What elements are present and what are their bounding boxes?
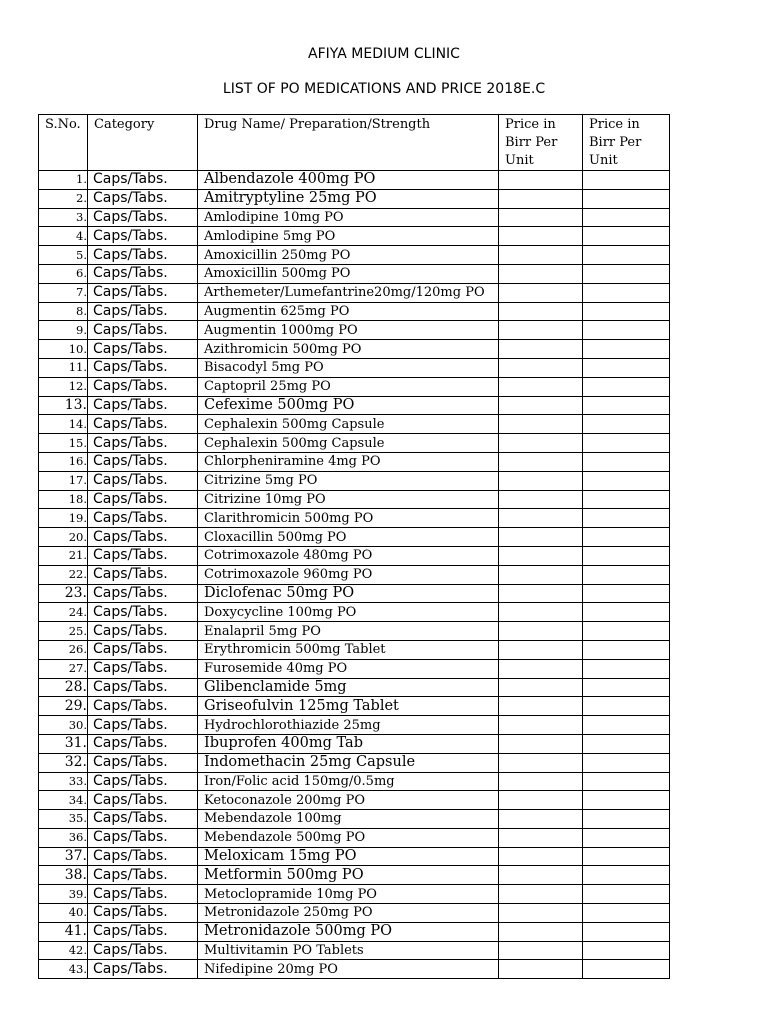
- table-row: [39, 471, 670, 490]
- drug-name-cell: Amitryptyline 25mg PO: [198, 189, 499, 208]
- table-row: [39, 358, 670, 377]
- serial-number-cell: 21.: [39, 546, 88, 565]
- table-row: [39, 697, 670, 716]
- table-row: [39, 264, 670, 283]
- price-cell-2: [583, 302, 670, 321]
- category-cell: Caps/Tabs.: [88, 584, 198, 603]
- price-cell-2: [583, 904, 670, 923]
- drug-name-cell: Iron/Folic acid 150mg/0.5mg: [198, 772, 499, 791]
- drug-name-cell: Cloxacillin 500mg PO: [198, 528, 499, 547]
- price-cell-1: [499, 189, 583, 208]
- table-row: [39, 490, 670, 509]
- drug-name-cell: Cefexime 500mg PO: [198, 396, 499, 415]
- price-cell-2: [583, 622, 670, 641]
- category-cell: Caps/Tabs.: [88, 283, 198, 302]
- category-cell: Caps/Tabs.: [88, 565, 198, 584]
- serial-number-cell: 4.: [39, 227, 88, 246]
- table-row: [39, 678, 670, 697]
- serial-number-cell: 6.: [39, 264, 88, 283]
- category-cell: Caps/Tabs.: [88, 885, 198, 904]
- table-row: [39, 866, 670, 885]
- table-header-row: [39, 115, 670, 171]
- drug-name-cell: Arthemeter/Lumefantrine20mg/120mg PO: [198, 283, 499, 302]
- drug-name-cell: Erythromicin 500mg Tablet: [198, 640, 499, 659]
- table-row: [39, 246, 670, 265]
- table-row: [39, 302, 670, 321]
- header-price-2: Price in Birr Per Unit: [583, 115, 670, 171]
- drug-name-cell: Meloxicam 15mg PO: [198, 847, 499, 866]
- price-cell-2: [583, 490, 670, 509]
- drug-name-cell: Clarithromicin 500mg PO: [198, 509, 499, 528]
- table-row: [39, 415, 670, 434]
- serial-number-cell: 10.: [39, 340, 88, 359]
- serial-number-cell: 43.: [39, 960, 88, 979]
- drug-name-cell: Glibenclamide 5mg: [198, 678, 499, 697]
- serial-number-cell: 11.: [39, 358, 88, 377]
- category-cell: Caps/Tabs.: [88, 471, 198, 490]
- price-cell-2: [583, 603, 670, 622]
- serial-number-cell: 22.: [39, 565, 88, 584]
- table-row: [39, 434, 670, 453]
- drug-name-cell: Amoxicillin 250mg PO: [198, 246, 499, 265]
- price-cell-1: [499, 509, 583, 528]
- price-cell-1: [499, 960, 583, 979]
- price-cell-2: [583, 415, 670, 434]
- header-drug-name: Drug Name/ Preparation/Strength: [198, 115, 499, 171]
- price-cell-1: [499, 584, 583, 603]
- price-cell-1: [499, 678, 583, 697]
- serial-number-cell: 12.: [39, 377, 88, 396]
- serial-number-cell: 1.: [39, 171, 88, 190]
- category-cell: Caps/Tabs.: [88, 528, 198, 547]
- serial-number-cell: 25.: [39, 622, 88, 641]
- price-cell-1: [499, 716, 583, 735]
- price-cell-1: [499, 885, 583, 904]
- category-cell: Caps/Tabs.: [88, 659, 198, 678]
- drug-name-cell: Ibuprofen 400mg Tab: [198, 734, 499, 753]
- category-cell: Caps/Tabs.: [88, 922, 198, 941]
- serial-number-cell: 27.: [39, 659, 88, 678]
- medication-table: [38, 114, 670, 979]
- price-cell-2: [583, 885, 670, 904]
- price-cell-2: [583, 377, 670, 396]
- price-cell-1: [499, 941, 583, 960]
- drug-name-cell: Albendazole 400mg PO: [198, 171, 499, 190]
- category-cell: Caps/Tabs.: [88, 640, 198, 659]
- serial-number-cell: 41.: [39, 922, 88, 941]
- price-cell-1: [499, 171, 583, 190]
- table-row: [39, 828, 670, 847]
- category-cell: Caps/Tabs.: [88, 734, 198, 753]
- drug-name-cell: Furosemide 40mg PO: [198, 659, 499, 678]
- drug-name-cell: Cotrimoxazole 480mg PO: [198, 546, 499, 565]
- price-cell-2: [583, 246, 670, 265]
- price-cell-1: [499, 640, 583, 659]
- category-cell: Caps/Tabs.: [88, 791, 198, 810]
- price-cell-1: [499, 283, 583, 302]
- price-cell-1: [499, 734, 583, 753]
- price-cell-2: [583, 753, 670, 772]
- drug-name-cell: Metronidazole 500mg PO: [198, 922, 499, 941]
- serial-number-cell: 13.: [39, 396, 88, 415]
- serial-number-cell: 20.: [39, 528, 88, 547]
- price-cell-2: [583, 358, 670, 377]
- table-row: [39, 810, 670, 829]
- category-cell: Caps/Tabs.: [88, 227, 198, 246]
- drug-name-cell: Enalapril 5mg PO: [198, 622, 499, 641]
- serial-number-cell: 19.: [39, 509, 88, 528]
- drug-name-cell: Citrizine 10mg PO: [198, 490, 499, 509]
- price-cell-2: [583, 452, 670, 471]
- table-row: [39, 189, 670, 208]
- serial-number-cell: 26.: [39, 640, 88, 659]
- serial-number-cell: 8.: [39, 302, 88, 321]
- price-cell-2: [583, 922, 670, 941]
- table-row: [39, 904, 670, 923]
- serial-number-cell: 35.: [39, 810, 88, 829]
- price-cell-2: [583, 659, 670, 678]
- price-cell-1: [499, 866, 583, 885]
- drug-name-cell: Bisacodyl 5mg PO: [198, 358, 499, 377]
- category-cell: Caps/Tabs.: [88, 264, 198, 283]
- drug-name-cell: Metoclopramide 10mg PO: [198, 885, 499, 904]
- category-cell: Caps/Tabs.: [88, 396, 198, 415]
- price-cell-1: [499, 227, 583, 246]
- price-cell-2: [583, 546, 670, 565]
- price-cell-2: [583, 171, 670, 190]
- category-cell: Caps/Tabs.: [88, 828, 198, 847]
- price-cell-1: [499, 622, 583, 641]
- serial-number-cell: 5.: [39, 246, 88, 265]
- price-cell-1: [499, 828, 583, 847]
- price-cell-1: [499, 847, 583, 866]
- price-cell-1: [499, 810, 583, 829]
- price-cell-2: [583, 283, 670, 302]
- price-cell-2: [583, 960, 670, 979]
- drug-name-cell: Chlorpheniramine 4mg PO: [198, 452, 499, 471]
- price-cell-1: [499, 358, 583, 377]
- table-row: [39, 283, 670, 302]
- category-cell: Caps/Tabs.: [88, 697, 198, 716]
- drug-name-cell: Metronidazole 250mg PO: [198, 904, 499, 923]
- category-cell: Caps/Tabs.: [88, 622, 198, 641]
- drug-name-cell: Metformin 500mg PO: [198, 866, 499, 885]
- serial-number-cell: 37.: [39, 847, 88, 866]
- price-cell-2: [583, 847, 670, 866]
- price-cell-1: [499, 434, 583, 453]
- category-cell: Caps/Tabs.: [88, 603, 198, 622]
- table-row: [39, 584, 670, 603]
- serial-number-cell: 32.: [39, 753, 88, 772]
- price-cell-1: [499, 922, 583, 941]
- price-cell-2: [583, 791, 670, 810]
- drug-name-cell: Cephalexin 500mg Capsule: [198, 434, 499, 453]
- table-row: [39, 622, 670, 641]
- table-row: [39, 922, 670, 941]
- drug-name-cell: Amlodipine 10mg PO: [198, 208, 499, 227]
- category-cell: Caps/Tabs.: [88, 302, 198, 321]
- drug-name-cell: Azithromicin 500mg PO: [198, 340, 499, 359]
- table-row: [39, 716, 670, 735]
- serial-number-cell: 29.: [39, 697, 88, 716]
- category-cell: Caps/Tabs.: [88, 678, 198, 697]
- price-cell-2: [583, 509, 670, 528]
- category-cell: Caps/Tabs.: [88, 415, 198, 434]
- table-row: [39, 603, 670, 622]
- serial-number-cell: 3.: [39, 208, 88, 227]
- category-cell: Caps/Tabs.: [88, 189, 198, 208]
- drug-name-cell: Indomethacin 25mg Capsule: [198, 753, 499, 772]
- price-cell-2: [583, 340, 670, 359]
- serial-number-cell: 33.: [39, 772, 88, 791]
- serial-number-cell: 42.: [39, 941, 88, 960]
- serial-number-cell: 2.: [39, 189, 88, 208]
- header-price-1: Price in Birr Per Unit: [499, 115, 583, 171]
- drug-name-cell: Amlodipine 5mg PO: [198, 227, 499, 246]
- category-cell: Caps/Tabs.: [88, 866, 198, 885]
- price-cell-2: [583, 396, 670, 415]
- price-cell-1: [499, 377, 583, 396]
- price-cell-2: [583, 189, 670, 208]
- category-cell: Caps/Tabs.: [88, 208, 198, 227]
- serial-number-cell: 23.: [39, 584, 88, 603]
- price-cell-2: [583, 716, 670, 735]
- price-cell-1: [499, 321, 583, 340]
- price-cell-1: [499, 415, 583, 434]
- price-cell-1: [499, 772, 583, 791]
- drug-name-cell: Multivitamin PO Tablets: [198, 941, 499, 960]
- price-cell-1: [499, 490, 583, 509]
- category-cell: Caps/Tabs.: [88, 509, 198, 528]
- table-row: [39, 227, 670, 246]
- table-row: [39, 340, 670, 359]
- drug-name-cell: Augmentin 625mg PO: [198, 302, 499, 321]
- table-row: [39, 640, 670, 659]
- category-cell: Caps/Tabs.: [88, 753, 198, 772]
- serial-number-cell: 34.: [39, 791, 88, 810]
- serial-number-cell: 30.: [39, 716, 88, 735]
- price-cell-2: [583, 528, 670, 547]
- serial-number-cell: 16.: [39, 452, 88, 471]
- table-row: [39, 509, 670, 528]
- serial-number-cell: 7.: [39, 283, 88, 302]
- category-cell: Caps/Tabs.: [88, 377, 198, 396]
- serial-number-cell: 17.: [39, 471, 88, 490]
- drug-name-cell: Doxycycline 100mg PO: [198, 603, 499, 622]
- drug-name-cell: Mebendazole 500mg PO: [198, 828, 499, 847]
- price-cell-2: [583, 734, 670, 753]
- drug-name-cell: Griseofulvin 125mg Tablet: [198, 697, 499, 716]
- price-cell-1: [499, 565, 583, 584]
- category-cell: Caps/Tabs.: [88, 772, 198, 791]
- price-cell-1: [499, 904, 583, 923]
- price-cell-1: [499, 753, 583, 772]
- price-cell-1: [499, 697, 583, 716]
- category-cell: Caps/Tabs.: [88, 490, 198, 509]
- table-row: [39, 772, 670, 791]
- drug-name-cell: Citrizine 5mg PO: [198, 471, 499, 490]
- price-cell-2: [583, 565, 670, 584]
- price-cell-2: [583, 640, 670, 659]
- drug-name-cell: Augmentin 1000mg PO: [198, 321, 499, 340]
- serial-number-cell: 28.: [39, 678, 88, 697]
- price-cell-1: [499, 302, 583, 321]
- price-cell-2: [583, 208, 670, 227]
- table-row: [39, 396, 670, 415]
- category-cell: Caps/Tabs.: [88, 434, 198, 453]
- price-cell-2: [583, 810, 670, 829]
- price-cell-1: [499, 340, 583, 359]
- drug-name-cell: Ketoconazole 200mg PO: [198, 791, 499, 810]
- serial-number-cell: 39.: [39, 885, 88, 904]
- price-cell-1: [499, 396, 583, 415]
- category-cell: Caps/Tabs.: [88, 546, 198, 565]
- price-cell-2: [583, 678, 670, 697]
- drug-name-cell: Mebendazole 100mg: [198, 810, 499, 829]
- serial-number-cell: 9.: [39, 321, 88, 340]
- price-cell-2: [583, 941, 670, 960]
- price-cell-2: [583, 772, 670, 791]
- header-category: Category: [88, 115, 198, 171]
- price-cell-2: [583, 471, 670, 490]
- table-row: [39, 321, 670, 340]
- drug-name-cell: Nifedipine 20mg PO: [198, 960, 499, 979]
- price-cell-2: [583, 828, 670, 847]
- table-row: [39, 941, 670, 960]
- serial-number-cell: 15.: [39, 434, 88, 453]
- clinic-title: AFIYA MEDIUM CLINIC: [308, 46, 460, 62]
- list-title: LIST OF PO MEDICATIONS AND PRICE 2018E.C: [222, 81, 546, 97]
- drug-name-cell: Captopril 25mg PO: [198, 377, 499, 396]
- drug-name-cell: Amoxicillin 500mg PO: [198, 264, 499, 283]
- category-cell: Caps/Tabs.: [88, 904, 198, 923]
- table-row: [39, 528, 670, 547]
- price-cell-2: [583, 697, 670, 716]
- serial-number-cell: 31.: [39, 734, 88, 753]
- category-cell: Caps/Tabs.: [88, 246, 198, 265]
- header-sno: S.No.: [39, 115, 88, 171]
- price-cell-1: [499, 528, 583, 547]
- serial-number-cell: 36.: [39, 828, 88, 847]
- price-cell-1: [499, 603, 583, 622]
- category-cell: Caps/Tabs.: [88, 171, 198, 190]
- table-row: [39, 208, 670, 227]
- category-cell: Caps/Tabs.: [88, 960, 198, 979]
- table-row: [39, 791, 670, 810]
- drug-name-cell: Cephalexin 500mg Capsule: [198, 415, 499, 434]
- price-cell-2: [583, 227, 670, 246]
- table-row: [39, 452, 670, 471]
- category-cell: Caps/Tabs.: [88, 321, 198, 340]
- price-cell-1: [499, 659, 583, 678]
- table-row: [39, 546, 670, 565]
- price-cell-1: [499, 264, 583, 283]
- drug-name-cell: Hydrochlorothiazide 25mg: [198, 716, 499, 735]
- serial-number-cell: 40.: [39, 904, 88, 923]
- price-cell-1: [499, 791, 583, 810]
- table-row: [39, 753, 670, 772]
- category-cell: Caps/Tabs.: [88, 941, 198, 960]
- serial-number-cell: 18.: [39, 490, 88, 509]
- category-cell: Caps/Tabs.: [88, 810, 198, 829]
- serial-number-cell: 24.: [39, 603, 88, 622]
- price-cell-2: [583, 321, 670, 340]
- category-cell: Caps/Tabs.: [88, 358, 198, 377]
- serial-number-cell: 14.: [39, 415, 88, 434]
- price-cell-1: [499, 246, 583, 265]
- table-row: [39, 885, 670, 904]
- table-row: [39, 377, 670, 396]
- category-cell: Caps/Tabs.: [88, 716, 198, 735]
- category-cell: Caps/Tabs.: [88, 452, 198, 471]
- drug-name-cell: Diclofenac 50mg PO: [198, 584, 499, 603]
- table-row: [39, 734, 670, 753]
- price-cell-2: [583, 264, 670, 283]
- table-row: [39, 565, 670, 584]
- table-row: [39, 847, 670, 866]
- price-cell-1: [499, 452, 583, 471]
- table-row: [39, 960, 670, 979]
- price-cell-2: [583, 866, 670, 885]
- category-cell: Caps/Tabs.: [88, 847, 198, 866]
- table-row: [39, 659, 670, 678]
- price-cell-1: [499, 546, 583, 565]
- category-cell: Caps/Tabs.: [88, 340, 198, 359]
- serial-number-cell: 38.: [39, 866, 88, 885]
- drug-name-cell: Cotrimoxazole 960mg PO: [198, 565, 499, 584]
- price-cell-2: [583, 584, 670, 603]
- price-cell-2: [583, 434, 670, 453]
- price-cell-1: [499, 208, 583, 227]
- price-cell-1: [499, 471, 583, 490]
- table-row: [39, 171, 670, 190]
